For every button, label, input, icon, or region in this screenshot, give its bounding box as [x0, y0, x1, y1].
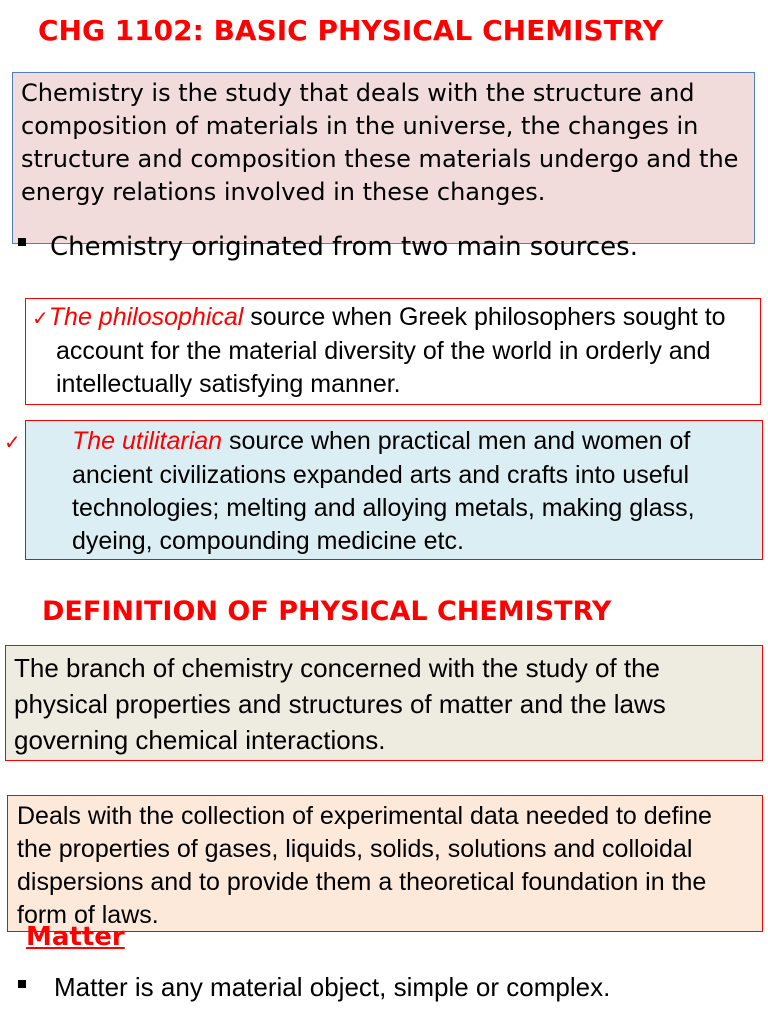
checkmark-icon: ✓ — [32, 306, 49, 330]
matter-bullet-text: Matter is any material object, simple or complex. — [54, 972, 611, 1002]
origin-bullet-text: Chemistry originated from two main sources. — [50, 232, 638, 262]
physical-chemistry-definition-box — [5, 645, 763, 761]
deals-with-box — [7, 795, 763, 932]
square-bullet-icon — [18, 238, 26, 246]
page-title: CHG 1102: BASIC PHYSICAL CHEMISTRY — [38, 14, 664, 47]
matter-bullet — [18, 972, 610, 1003]
utilitarian-source-box — [4, 420, 763, 560]
utilitarian-paragraph — [4, 425, 756, 558]
deals-with-text: Deals with the collection of experimental data needed to define the properties of gases, liquids, solids, solutions and colloidal dispersions and to provide them a theoretical foundation in the form of laws. — [17, 802, 712, 929]
checkmark-icon: ✓ — [4, 430, 21, 454]
origin-bullet — [18, 232, 638, 262]
chemistry-definition-text: Chemistry is the study that deals with the structure and composition of materials in the universe, the changes in structure and composition these materials undergo and the energy relations involved in these changes. — [21, 79, 739, 206]
square-bullet-icon — [18, 980, 26, 988]
philosophical-label: The philosophical — [48, 303, 244, 331]
section-title: DEFINITION OF PHYSICAL CHEMISTRY — [42, 596, 612, 627]
chemistry-definition-box — [12, 72, 755, 244]
matter-heading: Matter — [26, 922, 125, 952]
philosophical-text: source when Greek philosophers sought to account for the material diversity of the world in orderly and intellectually satisfying manner. — [56, 303, 726, 398]
philosophical-paragraph — [32, 301, 754, 401]
utilitarian-text: source when practical men and women of ancient civilizations expanded arts and crafts into useful technologies; melting and alloying metals, making glass, dyeing, compounding medicine etc. — [72, 427, 695, 555]
physical-chemistry-definition-text: The branch of chemistry concerned with the study of the physical properties and structures of matter and the laws governing chemical interactions. — [14, 653, 666, 755]
utilitarian-label: The utilitarian — [72, 427, 223, 455]
philosophical-source-box — [25, 298, 761, 405]
